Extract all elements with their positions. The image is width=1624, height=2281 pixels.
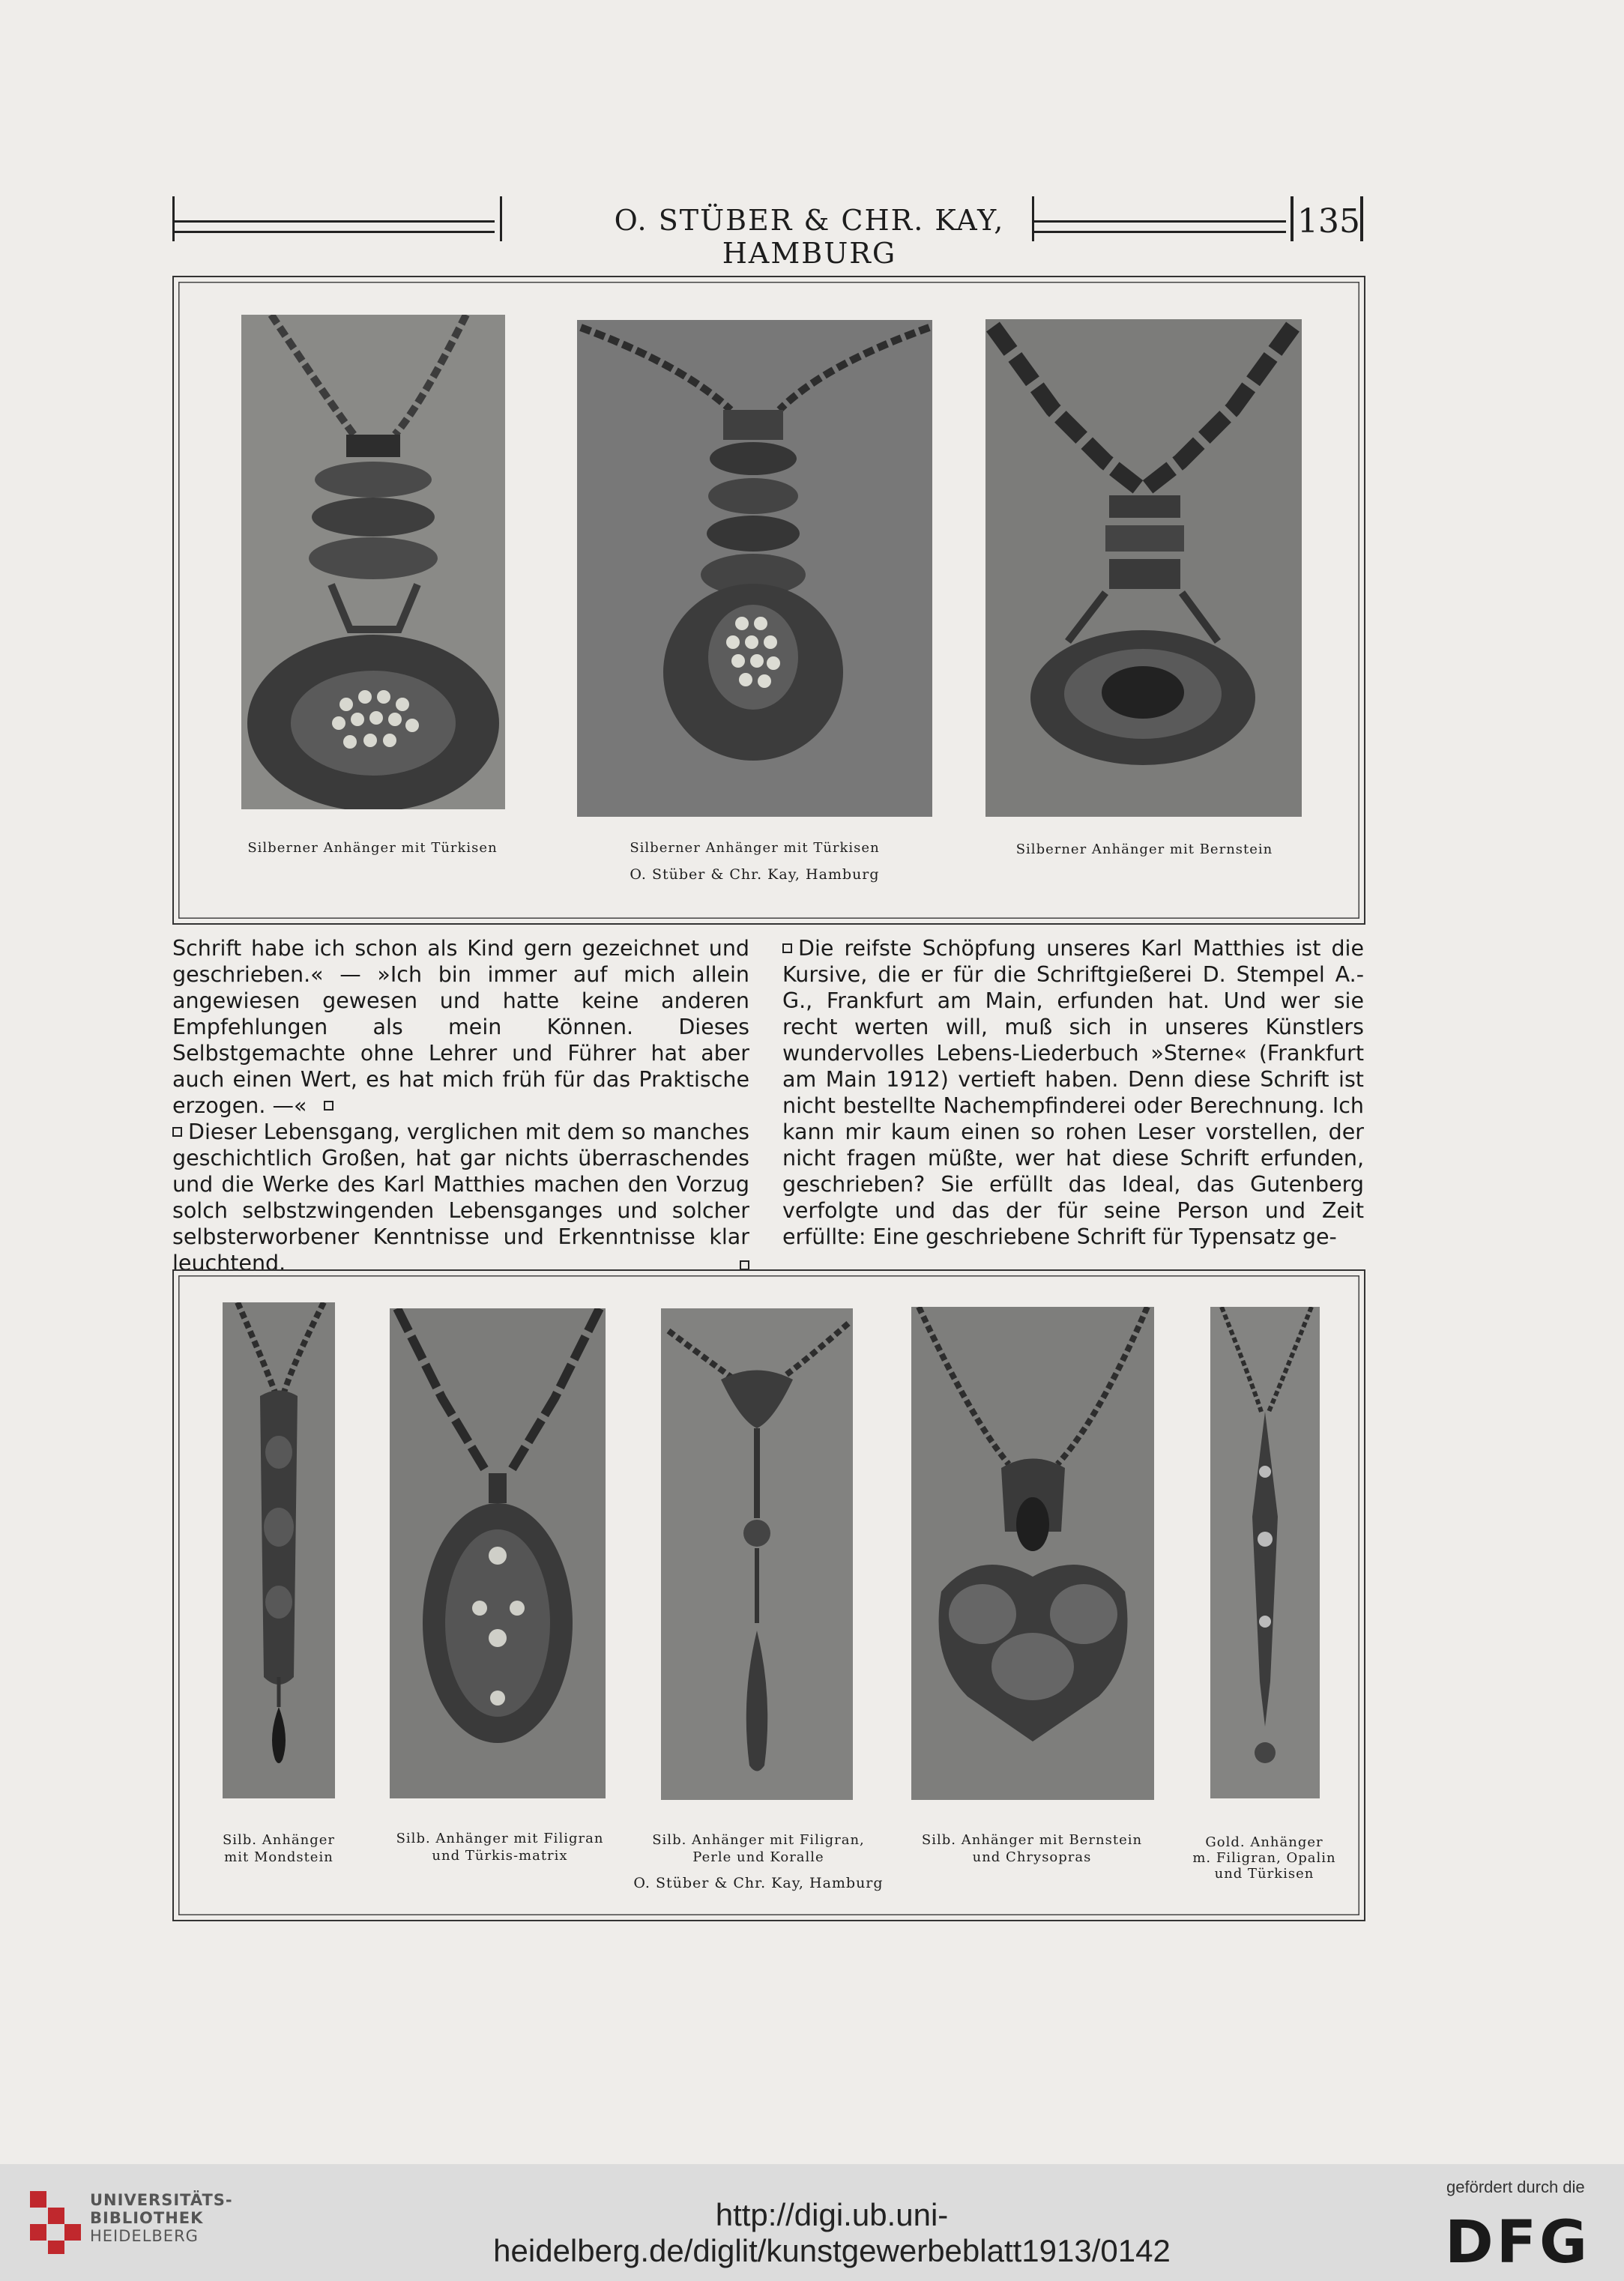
caption-top-3: Silberner Anhänger mit Bernstein xyxy=(1015,842,1273,857)
running-head xyxy=(172,193,1362,270)
photo-pendant-8 xyxy=(1210,1307,1320,1798)
pendant-image-7 xyxy=(911,1307,1154,1800)
photo-pendant-1 xyxy=(241,315,505,809)
caption-bottom-3: Silb. Anhänger mit Filigran, Perle und Koralle xyxy=(652,1832,865,1865)
caption-bottom-5: Gold. Anhänger m. Filigran, Opalin und Türkisen xyxy=(1192,1834,1336,1882)
footer-bar xyxy=(0,2164,1624,2281)
ornament-square xyxy=(782,943,792,953)
photo-pendant-4 xyxy=(223,1302,335,1798)
right-paragraph: Die reifste Schöpfung unseres Karl Matthies ist die Kursive, die er für die Schriftgießerei D. Stempel A.-G., Frankfurt am Main, erfunden hat. Und wer sie recht werten will, muß sich in unseres Künstlers wundervolles Lebens-Liederbuch »Sterne« (Frankfurt am Main 1912) vertieft haben. Denn diese Schrift ist nicht bestellte Nachempfinderei oder Berechnung. Ich kann mir kaum einen so rohen Leser vorstellen, der nicht fragen müßte, wer hat diese Schrift erfunden, geschrieben? Sie erfüllt das Ideal, das Gutenberg verfolgte und das der für seine Person und Zeit erfüllte: Eine geschriebene Schrift für Typensatz ge- xyxy=(782,936,1364,1249)
funding-label: gefördert durch die xyxy=(1446,2178,1585,2196)
university-library-name: UNIVERSITÄTS- BIBLIOTHEK HEIDELBERG xyxy=(90,2191,233,2245)
left-paragraph-2: Dieser Lebensgang, verglichen mit dem so manches geschichtlich Großen, hat gar nichts überraschendes und die Werke des Karl Matthies machen den Vorzug solch selbstzwingenden Lebensganges und solcher selbsterworbener Kenntnisse und Erkenntnisse klar leuchtend. xyxy=(172,1120,749,1275)
caption-bottom-1: Silb. Anhänger mit Mondstein xyxy=(222,1832,336,1865)
caption-bottom-2: Silb. Anhänger mit Filigran und Türkis-matrix xyxy=(396,1831,604,1864)
bottom-plate xyxy=(172,1269,1365,1921)
pendant-image-4 xyxy=(223,1302,335,1798)
top-plate xyxy=(172,276,1365,925)
caption-top-1: Silberner Anhänger mit Türkisen xyxy=(247,840,498,856)
credit-bottom: O. Stüber & Chr. Kay, Hamburg xyxy=(633,1875,884,1891)
text-column-left xyxy=(172,935,749,1276)
pendant-image-2 xyxy=(577,320,932,817)
ornament-square xyxy=(324,1101,333,1111)
pendant-image-8 xyxy=(1210,1307,1320,1798)
photo-pendant-7 xyxy=(911,1307,1154,1800)
digital-library-url[interactable]: http://digi.ub.uni-heidelberg.de/diglit/kunstgewerbeblatt1913/0142 xyxy=(493,2197,1171,2268)
pendant-image-6 xyxy=(661,1308,853,1800)
page-number: 135 xyxy=(1297,202,1360,241)
pendant-image-3 xyxy=(985,319,1302,817)
photo-pendant-6 xyxy=(661,1308,853,1800)
photo-pendant-3 xyxy=(985,319,1302,817)
caption-bottom-4: Silb. Anhänger mit Bernstein und Chrysopras xyxy=(921,1832,1143,1865)
dfg-logo: DFG xyxy=(1445,2209,1591,2277)
text-column-right xyxy=(782,935,1364,1250)
photo-pendant-5 xyxy=(390,1308,606,1798)
running-head-title: O. STÜBER & CHR. KAY, HAMBURG xyxy=(614,204,1005,270)
photo-pendant-2 xyxy=(577,320,932,817)
pendant-image-5 xyxy=(390,1308,606,1798)
credit-top: O. Stüber & Chr. Kay, Hamburg xyxy=(630,866,880,883)
caption-top-2: Silberner Anhänger mit Türkisen xyxy=(630,840,880,856)
left-paragraph-1: Schrift habe ich schon als Kind gern gezeichnet und geschrieben.« — »Ich bin immer auf mich allein angewiesen gewesen und hatte keine anderen Empfehlungen als mein Können. Dieses Selbstgemachte ohne Lehrer und Führer hat aber auch einen Wert, es hat mich früh für das Praktische erzogen. —« xyxy=(172,936,749,1118)
university-library-logo-icon xyxy=(28,2185,82,2257)
pendant-image-1 xyxy=(241,315,505,809)
ornament-square xyxy=(172,1127,182,1137)
